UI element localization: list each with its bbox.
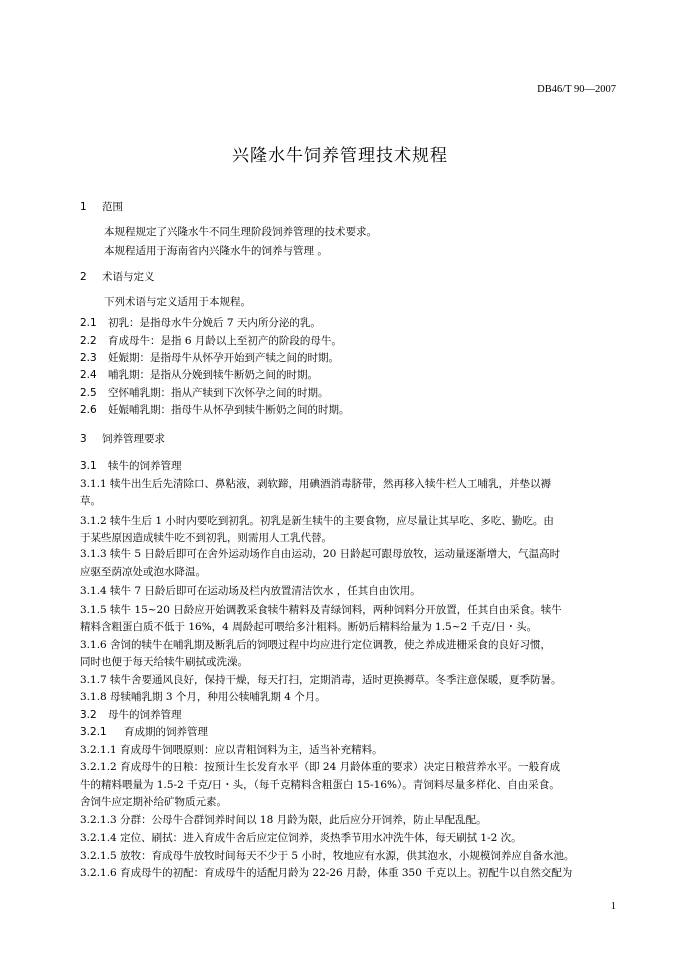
definition-item: 2.3 妊娠期：是指母牛从怀孕开始到产犊之间的时期。	[80, 352, 339, 364]
section-heading-3: 3 饲养管理要求	[80, 433, 165, 445]
definition-item: 2.2 育成母牛：是指 6 月龄以上至初产的阶段的母牛。	[80, 335, 342, 347]
paragraph-line: 3.1.3 犊牛 5 日龄后即可在舍外运动场作自由运动，20 日龄起可跟母放牧，运动量逐渐增大，气温高时	[80, 548, 561, 560]
paragraph-line: 3.2.1.2 育成母牛的日粮：按预计生长发育水平（即 24 月龄体重的要求）决定日粮营养水平。一般育成	[80, 761, 561, 773]
document-title: 兴隆水牛饲养管理技术规程	[232, 146, 448, 166]
paragraph-line: 牛的精料喂量为 1.5-2 千克/日・头，（每千克精料含粗蛋白 15-16%）。青饲料尽量多样化、自由采食。	[80, 779, 560, 791]
paragraph-line: 3.1.2 犊牛生后 1 小时内要吃到初乳。初乳是新生犊牛的主要食物，应尽量让其早吃、多吃、勤吃。由	[80, 515, 554, 527]
subsection-heading: 3.1 犊牛的饲养管理	[80, 460, 182, 472]
paragraph-line: 3.1.7 犊牛舍要通风良好，保持干燥，每天打扫，定期消毒，适时更换褥草。冬季注意保暖，夏季防暑。	[80, 674, 562, 686]
paragraph-line: 3.2.1.4 定位、刷拭：进入育成牛舍后应定位饲养，炎热季节用水冲洗牛体，每天刷拭 1-2 次。	[80, 832, 522, 844]
definition-item: 2.4 哺乳期：是指从分娩到犊牛断奶之间的时期。	[80, 369, 318, 381]
paragraph-line: 精料含粗蛋白质不低于 16%，4 周龄起可喂给多汁粗料。断奶后精料给量为 1.5~2 千克/日・头。	[80, 621, 538, 633]
paragraph-line: 舍饲牛应定期补给矿物质元素。	[80, 796, 227, 808]
subsubsection-heading: 3.2.1 育成期的饲养管理	[80, 726, 208, 738]
paragraph-line: 应驱至荫凉处或泡水降温。	[80, 566, 206, 578]
paragraph-line: 3.1.4 犊牛 7 日龄后即可在运动场及栏内放置清洁饮水 ，任其自由饮用。	[80, 585, 421, 597]
paragraph-line: 3.2.1.5 放牧：育成母牛放牧时间每天不少于 5 小时，牧地应有水源，供其泡水，小规模饲养应自备水池。	[80, 850, 575, 862]
page-number: 1	[610, 901, 616, 912]
section-heading-1: 1 范围	[80, 201, 123, 213]
definition-item: 2.6 妊娠哺乳期：指母牛从怀孕到犊牛断奶之间的时期。	[80, 404, 350, 416]
paragraph-line: 3.2.1.6 育成母牛的初配：育成母牛的适配月龄为 22-26 月龄，体重 350 千克以上。初配牛以自然交配为	[80, 867, 573, 879]
paragraph-line: 3.2.1.1 育成母牛饲喂原则：应以青粗饲料为主，适当补充精料。	[80, 744, 383, 756]
section-heading-2: 2 术语与定义	[80, 271, 155, 283]
paragraph-line: 同时也便于每天给犊牛刷拭或洗澡。	[80, 656, 248, 668]
paragraph-line: 草。	[80, 495, 101, 507]
definition-item: 2.1 初乳：是指母水牛分娩后 7 天内所分泌的乳。	[80, 317, 321, 329]
paragraph-line: 3.1.5 犊牛 15~20 日龄应开始调教采食犊牛精料及青绿饲料，两种饲料分开放置，任其自由采食。犊牛	[80, 604, 562, 616]
paragraph: 本规程规定了兴隆水牛不同生理阶段饲养管理的技术要求。	[104, 226, 377, 238]
definition-item: 2.5 空怀哺乳期：指从产犊到下次怀孕之间的时期。	[80, 387, 329, 399]
subsection-heading: 3.2 母牛的饲养管理	[80, 709, 182, 721]
paragraph-line: 3.1.6 舍饲的犊牛在哺乳期及断乳后的饲喂过程中均应进行定位调教，使之养成进栅采食的良好习惯，	[80, 639, 552, 651]
paragraph: 本规程适用于海南省内兴隆水牛的饲养与管理 。	[104, 245, 328, 257]
paragraph-line: 3.1.8 母犊哺乳期 3 个月，种用公犊哺乳期 4 个月。	[80, 691, 326, 703]
paragraph-line: 3.2.1.3 分群：公母牛合群饲养时间以 18 月龄为限，此后应分开饲养，防止早配乱配。	[80, 814, 487, 826]
paragraph-line: 于某些原因造成犊牛吃不到初乳，则需用人工乳代替。	[80, 532, 332, 544]
standard-number: DB46/T 90—2007	[537, 84, 616, 95]
paragraph-line: 3.1.1 犊牛出生后先清除口、鼻粘液，剥软蹄，用碘酒消毒脐带，然再移入犊牛栏人工哺乳，并垫以褥	[80, 478, 552, 490]
paragraph: 下列术语与定义适用于本规程。	[104, 296, 251, 308]
